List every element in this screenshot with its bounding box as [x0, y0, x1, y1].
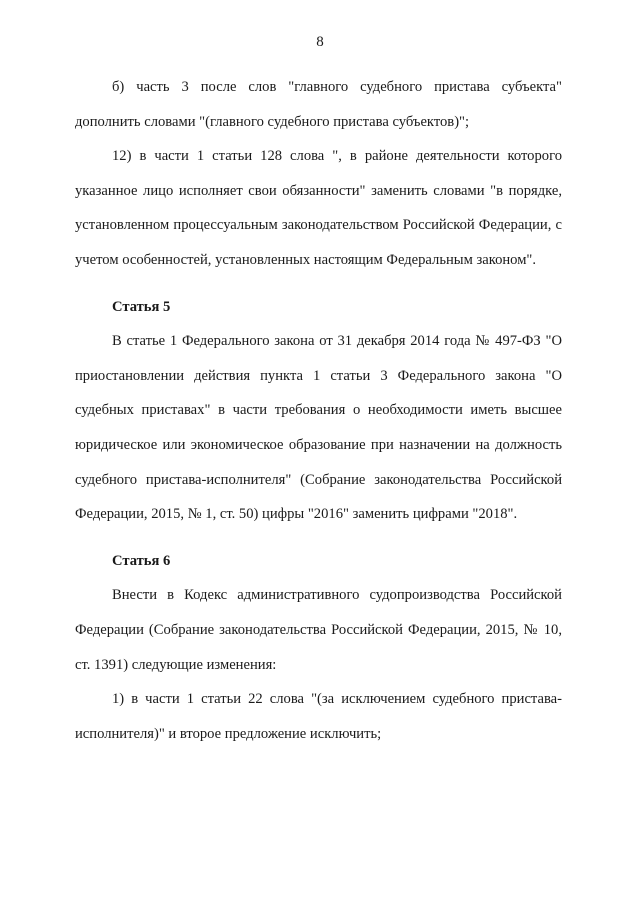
paragraph-subpoint-b: б) часть 3 после слов "главного судебного пристава субъекта" дополнить словами "(главного судебного пристава субъектов)";: [75, 79, 562, 130]
spacer: [75, 532, 562, 544]
spacer: [75, 278, 562, 290]
article-6-intro-paragraph: Внести в Кодекс административного судопроизводства Российской Федерации (Собрание законодательства Российской Федерации, 2015, № 10, ст. 1391) следующие изменения:: [75, 587, 562, 673]
article-6-item-1: 1) в части 1 статьи 22 слова "(за исключением судебного пристава-исполнителя)" и второе предложение исключить;: [75, 691, 562, 742]
article-6-heading: Статья 6: [112, 552, 171, 569]
article-5-heading: Статья 5: [112, 298, 171, 315]
paragraph-item-12: 12) в части 1 статьи 128 слова ", в районе деятельности которого указанное лицо исполняет свои обязанности" заменить словами "в порядке, установленном процессуальным законодательством Российской Федерации, с учетом особенностей, установленных настоящим Федеральным законом".: [75, 148, 562, 268]
page-number: 8: [316, 34, 324, 50]
document-body: [75, 70, 562, 751]
article-5-paragraph: В статье 1 Федерального закона от 31 декабря 2014 года № 497-ФЗ "О приостановлении действия пункта 1 статьи 3 Федерального закона "О судебных приставах" в части требования о необходимости иметь высшее юридическое или экономическое образование при назначении на должность судебного пристава-исполнителя" (Собрание законодательства Российской Федерации, 2015, № 1, ст. 50) цифры "2016" заменить цифрами "2018".: [75, 333, 562, 523]
